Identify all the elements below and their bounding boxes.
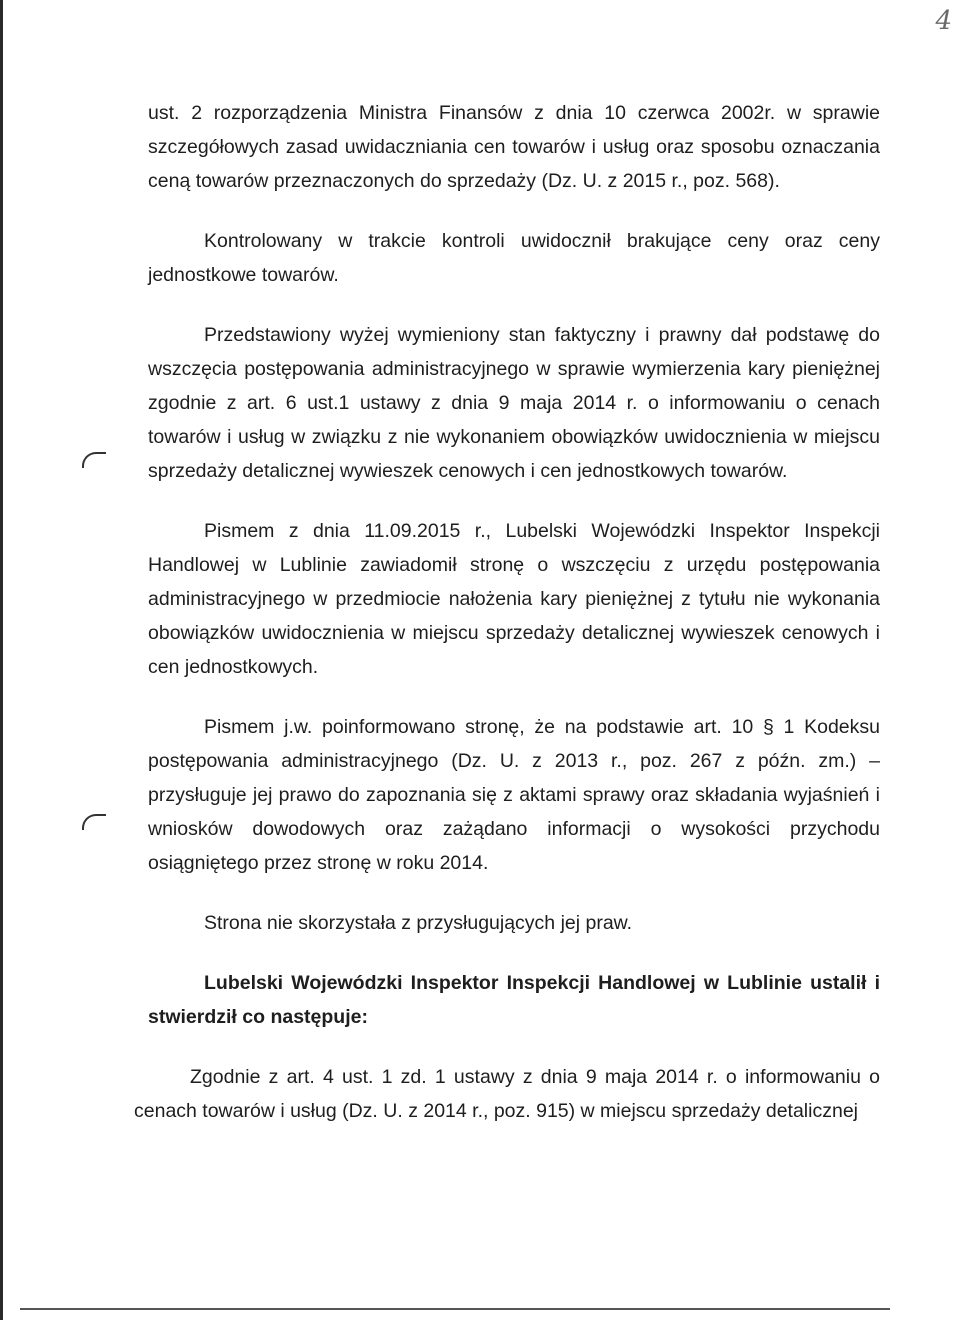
punch-hole-mark (82, 814, 106, 830)
paragraph: Przedstawiony wyżej wymieniony stan faktyczny i prawny dał podstawę do wszczęcia postępowania administracyjnego w sprawie wymierzenia kary pieniężnej zgodnie z art. 6 ust.1 ustawy z dnia 9 maja 2014 r. o informowaniu o cenach towarów i usług w związku z nie wykonaniem obowiązków uwidocznienia w miejscu sprzedaży detalicznej wywieszek cenowych i cen jednostkowych towarów. (148, 324, 880, 482)
document-body (134, 96, 880, 1128)
footer-rule (20, 1308, 890, 1310)
paragraph: Zgodnie z art. 4 ust. 1 zd. 1 ustawy z dnia 9 maja 2014 r. o informowaniu o cenach towarów i usług (Dz. U. z 2014 r., poz. 915) w miejscu sprzedaży detalicznej (134, 1066, 880, 1122)
paragraph: Pismem j.w. poinformowano stronę, że na podstawie art. 10 § 1 Kodeksu postępowania administracyjnego (Dz. U. z 2013 r., poz. 267 z późn. zm.) – przysługuje jej prawo do zapoznania się z aktami sprawy oraz składania wyjaśnień i wniosków dowodowych oraz zażądano informacji o wysokości przychodu osiągniętego przez stronę w roku 2014. (148, 716, 880, 874)
scan-edge (0, 0, 3, 1320)
page-number-handwritten: 4 (935, 6, 952, 36)
paragraph: ust. 2 rozporządzenia Ministra Finansów z dnia 10 czerwca 2002r. w sprawie szczegółowych zasad uwidaczniania cen towarów i usług oraz sposobu oznaczania ceną towarów przeznaczonych do sprzedaży (Dz. U. z 2015 r., poz. 568). (148, 102, 880, 192)
section-heading: Lubelski Wojewódzki Inspektor Inspekcji Handlowej w Lublinie ustalił i stwierdził co następuje: (148, 972, 880, 1028)
paragraph: Kontrolowany w trakcie kontroli uwidocznił brakujące ceny oraz ceny jednostkowe towarów. (148, 230, 880, 286)
paragraph: Strona nie skorzystała z przysługujących jej praw. (204, 912, 633, 934)
punch-hole-mark (82, 452, 106, 468)
paragraph: Pismem z dnia 11.09.2015 r., Lubelski Wojewódzki Inspektor Inspekcji Handlowej w Lublinie zawiadomił stronę o wszczęciu z urzędu postępowania administracyjnego w przedmiocie nałożenia kary pieniężnej z tytułu nie wykonania obowiązków uwidocznienia w miejscu sprzedaży detalicznej wywieszek cenowych i cen jednostkowych. (148, 520, 880, 678)
